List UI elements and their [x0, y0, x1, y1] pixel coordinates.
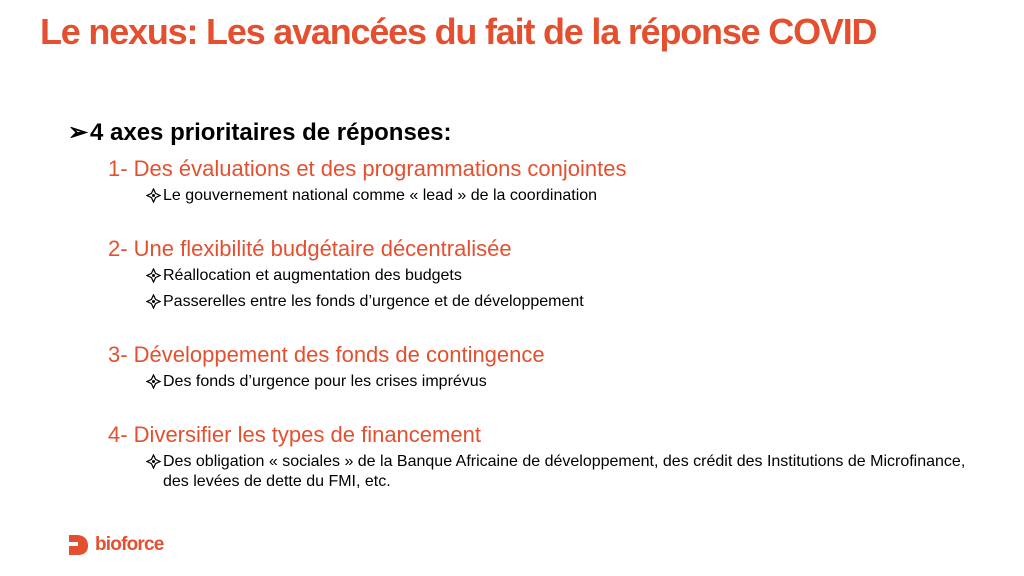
list-item — [146, 266, 988, 286]
sub-list — [146, 266, 988, 312]
axis-4 — [108, 421, 988, 492]
diamond-bullet-icon — [146, 374, 161, 389]
slide-title: Le nexus: Les avancées du fait de la réponse COVID — [40, 11, 877, 52]
axes-list — [108, 155, 988, 492]
list-item-text: Des fonds d’urgence pour les crises imprévus — [163, 373, 487, 390]
diamond-bullet-icon — [146, 188, 161, 203]
sub-list — [146, 372, 988, 392]
list-item-text: Réallocation et augmentation des budgets — [163, 267, 462, 284]
list-item — [146, 186, 988, 206]
main-bullet-text: 4 axes prioritaires de réponses: — [90, 119, 452, 146]
main-bullet — [68, 118, 452, 148]
axis-title: 4- Diversifier les types de financement — [108, 422, 481, 447]
axis-title: 2- Une flexibilité budgétaire décentralisée — [108, 236, 512, 261]
arrow-bullet-icon: ➢ — [68, 119, 89, 146]
logo-text: bioforce — [95, 534, 164, 555]
bioforce-logo-mark-icon — [66, 533, 90, 557]
axis-1 — [108, 155, 988, 206]
diamond-bullet-icon — [146, 294, 161, 309]
list-item — [146, 372, 988, 392]
sub-list — [146, 452, 988, 492]
list-item — [146, 452, 988, 492]
bioforce-logo — [66, 532, 164, 558]
list-item-text: Des obligation « sociales » de la Banque Africaine de développement, des crédit des Institutions de Microfinance, des levées de dette du FMI, etc. — [163, 453, 966, 490]
axis-2 — [108, 235, 988, 312]
axis-title: 1- Des évaluations et des programmations conjointes — [108, 156, 627, 181]
axis-3 — [108, 341, 988, 392]
diamond-bullet-icon — [146, 454, 161, 469]
list-item — [146, 292, 988, 312]
diamond-bullet-icon — [146, 268, 161, 283]
list-item-text: Passerelles entre les fonds d’urgence et de développement — [163, 293, 584, 310]
list-item-text: Le gouvernement national comme « lead » de la coordination — [163, 187, 598, 204]
sub-list — [146, 186, 988, 206]
axis-title: 3- Développement des fonds de contingence — [108, 342, 545, 367]
